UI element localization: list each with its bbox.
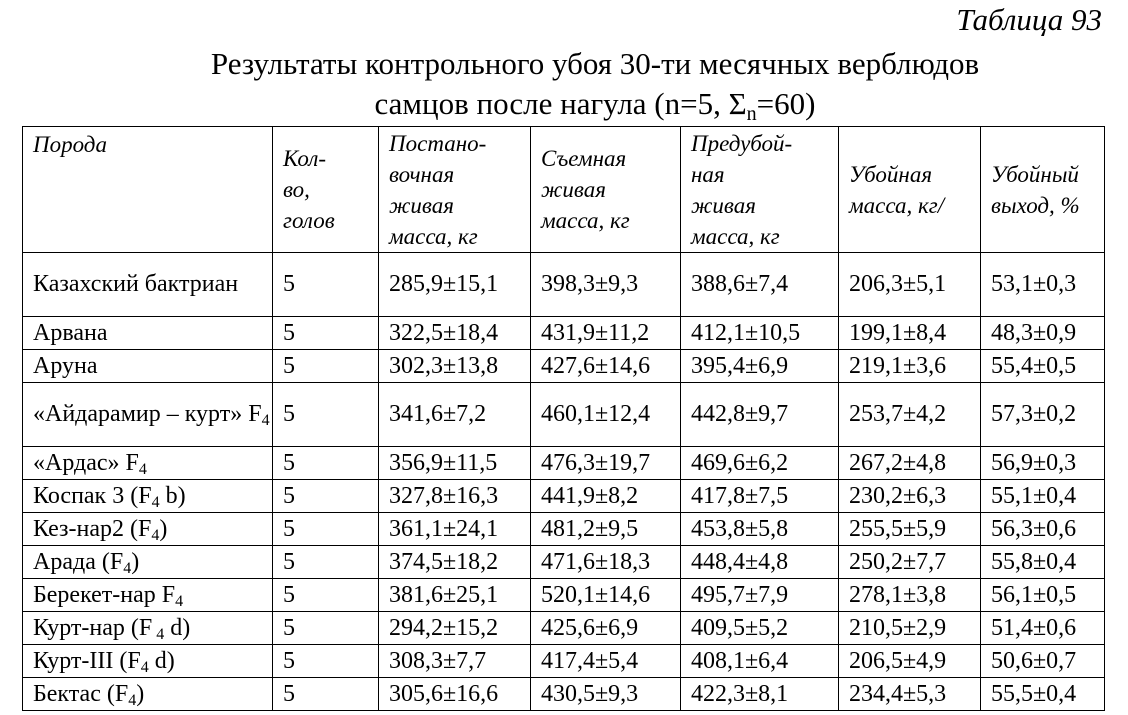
header-line: ная — [691, 161, 725, 187]
count-cell: 5 — [273, 253, 379, 317]
carcass-weight-cell: 267,2±4,8 — [839, 447, 981, 480]
table-row — [23, 317, 1105, 350]
breed-cell — [23, 253, 273, 317]
table-row — [23, 383, 1105, 447]
removed-weight-cell: 476,3±19,7 — [531, 447, 681, 480]
breed-generation-subscript: 4 — [140, 658, 149, 676]
initial-weight-cell: 374,5±18,2 — [379, 546, 531, 579]
breed-name-suffix: b) — [159, 482, 186, 509]
carcass-weight-cell: 219,1±3,6 — [839, 350, 981, 383]
breed-name: «Айдарамир – курт» F — [33, 401, 262, 427]
carcass-weight-cell: 206,3±5,1 — [839, 253, 981, 317]
header-line: масса, кг/ — [849, 192, 945, 218]
breed-cell — [23, 678, 273, 711]
breed-generation-subscript: 4 — [151, 493, 160, 511]
table-number-label: Таблица 93 — [956, 2, 1102, 37]
carcass-weight-cell: 210,5±2,9 — [839, 612, 981, 645]
table-row — [23, 253, 1105, 317]
preslaughter-weight-cell: 442,8±9,7 — [681, 383, 839, 447]
breed-name: «Ардас» F — [33, 449, 139, 476]
breed-generation-subscript: 4 — [152, 625, 165, 643]
carcass-weight-cell: 250,2±7,7 — [839, 546, 981, 579]
count-cell: 5 — [273, 480, 379, 513]
initial-weight-cell: 294,2±15,2 — [379, 612, 531, 645]
header-line: масса, кг — [389, 223, 478, 249]
breed-cell — [23, 350, 273, 383]
breed-name: Коспак 3 (F — [33, 482, 152, 509]
breed-name: Кез-нар2 (F — [33, 515, 152, 542]
carcass-weight-cell: 278,1±3,8 — [839, 579, 981, 612]
slaughter-results-table — [22, 126, 1105, 711]
title-line-2-tail: =60) — [756, 86, 816, 121]
preslaughter-weight-cell: 412,1±10,5 — [681, 317, 839, 350]
table-row — [23, 678, 1105, 711]
breed-cell — [23, 546, 273, 579]
initial-weight-cell: 322,5±18,4 — [379, 317, 531, 350]
breed-name: Берекет-нар F — [33, 581, 176, 608]
count-cell: 5 — [273, 612, 379, 645]
breed-name: Бектас (F — [33, 680, 129, 707]
breed-cell — [23, 612, 273, 645]
slaughter-yield-cell: 55,1±0,4 — [981, 480, 1105, 513]
slaughter-yield-cell: 48,3±0,9 — [981, 317, 1105, 350]
header-line: выход, % — [991, 192, 1080, 218]
breed-generation-subscript: 4 — [151, 526, 160, 544]
header-initial-weight — [379, 127, 531, 253]
breed-generation-subscript: 4 — [123, 559, 132, 577]
table-row — [23, 645, 1105, 678]
table-row — [23, 480, 1105, 513]
header-slaughter-yield — [981, 127, 1105, 253]
breed-name: Курт-III (F — [33, 647, 141, 674]
carcass-weight-cell: 255,5±5,9 — [839, 513, 981, 546]
breed-name-suffix: d) — [164, 614, 191, 641]
count-cell: 5 — [273, 645, 379, 678]
breed-name: Курт-нар (F — [33, 614, 153, 641]
slaughter-yield-cell: 55,4±0,5 — [981, 350, 1105, 383]
header-line: Постано- — [389, 130, 487, 156]
removed-weight-cell: 441,9±8,2 — [531, 480, 681, 513]
removed-weight-cell: 460,1±12,4 — [531, 383, 681, 447]
preslaughter-weight-cell: 417,8±7,5 — [681, 480, 839, 513]
preslaughter-weight-cell: 448,4±4,8 — [681, 546, 839, 579]
breed-cell — [23, 513, 273, 546]
header-line: вочная — [389, 161, 455, 187]
count-cell: 5 — [273, 447, 379, 480]
header-line: Убойная — [849, 161, 933, 187]
header-carcass-weight — [839, 127, 981, 253]
breed-cell — [23, 383, 273, 447]
preslaughter-weight-cell: 408,1±6,4 — [681, 645, 839, 678]
removed-weight-cell: 417,4±5,4 — [531, 645, 681, 678]
breed-generation-subscript: 4 — [138, 460, 147, 478]
table-row — [23, 579, 1105, 612]
table-title-line-2 — [0, 84, 1128, 124]
header-line: живая — [389, 192, 454, 218]
preslaughter-weight-cell: 453,8±5,8 — [681, 513, 839, 546]
slaughter-yield-cell: 53,1±0,3 — [981, 253, 1105, 317]
breed-generation-subscript: 4 — [128, 691, 137, 709]
header-line: голов — [283, 208, 335, 233]
count-cell: 5 — [273, 383, 379, 447]
removed-weight-cell: 398,3±9,3 — [531, 253, 681, 317]
table-row — [23, 447, 1105, 480]
breed-cell — [23, 480, 273, 513]
slaughter-yield-cell: 50,6±0,7 — [981, 645, 1105, 678]
breed-cell — [23, 317, 273, 350]
breed-name-suffix: ) — [131, 548, 140, 575]
header-line: живая — [691, 192, 756, 218]
breed-cell — [23, 579, 273, 612]
header-line: Порода — [33, 132, 107, 157]
slaughter-yield-cell: 56,3±0,6 — [981, 513, 1105, 546]
breed-name: Казахский бактриан — [33, 271, 239, 297]
initial-weight-cell: 305,6±16,6 — [379, 678, 531, 711]
preslaughter-weight-cell: 395,4±6,9 — [681, 350, 839, 383]
header-line: Съемная — [541, 146, 627, 171]
table-row — [23, 513, 1105, 546]
breed-name: Арвана — [33, 319, 108, 346]
carcass-weight-cell: 199,1±8,4 — [839, 317, 981, 350]
breed-name-suffix: d) — [148, 647, 175, 674]
count-cell: 5 — [273, 317, 379, 350]
title-subscript: n — [746, 103, 757, 125]
count-cell: 5 — [273, 546, 379, 579]
carcass-weight-cell: 206,5±4,9 — [839, 645, 981, 678]
slaughter-yield-cell: 55,8±0,4 — [981, 546, 1105, 579]
table-row — [23, 546, 1105, 579]
header-line: масса, кг — [541, 208, 630, 233]
carcass-weight-cell: 253,7±4,2 — [839, 383, 981, 447]
initial-weight-cell: 361,1±24,1 — [379, 513, 531, 546]
initial-weight-cell: 381,6±25,1 — [379, 579, 531, 612]
title-line-2-text: самцов после нагула (n=5, Σ — [374, 86, 747, 121]
removed-weight-cell: 430,5±9,3 — [531, 678, 681, 711]
table-header-row — [23, 127, 1105, 253]
header-line: Предубой- — [691, 130, 793, 156]
breed-name: Арада (F — [33, 548, 124, 575]
header-line: масса, кг — [691, 223, 780, 249]
removed-weight-cell: 425,6±6,9 — [531, 612, 681, 645]
count-cell: 5 — [273, 513, 379, 546]
initial-weight-cell: 356,9±11,5 — [379, 447, 531, 480]
carcass-weight-cell: 230,2±6,3 — [839, 480, 981, 513]
header-line: Кол- — [283, 146, 327, 171]
breed-cell — [23, 447, 273, 480]
breed-name-suffix: ) — [136, 680, 145, 707]
breed-generation-subscript: 4 — [261, 412, 270, 429]
breed-cell — [23, 645, 273, 678]
removed-weight-cell: 471,6±18,3 — [531, 546, 681, 579]
table-row — [23, 350, 1105, 383]
slaughter-yield-cell: 56,1±0,5 — [981, 579, 1105, 612]
count-cell: 5 — [273, 678, 379, 711]
breed-name-suffix: ) — [159, 515, 168, 542]
initial-weight-cell: 327,8±16,3 — [379, 480, 531, 513]
header-line: живая — [541, 177, 606, 202]
preslaughter-weight-cell: 495,7±7,9 — [681, 579, 839, 612]
initial-weight-cell: 308,3±7,7 — [379, 645, 531, 678]
breed-name: Аруна — [33, 352, 98, 379]
initial-weight-cell: 285,9±15,1 — [379, 253, 531, 317]
preslaughter-weight-cell: 409,5±5,2 — [681, 612, 839, 645]
removed-weight-cell: 481,2±9,5 — [531, 513, 681, 546]
slaughter-yield-cell: 57,3±0,2 — [981, 383, 1105, 447]
initial-weight-cell: 302,3±13,8 — [379, 350, 531, 383]
slaughter-yield-cell: 55,5±0,4 — [981, 678, 1105, 711]
breed-generation-subscript: 4 — [175, 592, 184, 610]
header-line: во, — [283, 177, 310, 202]
header-breed — [23, 127, 273, 253]
removed-weight-cell: 431,9±11,2 — [531, 317, 681, 350]
count-cell: 5 — [273, 579, 379, 612]
count-cell: 5 — [273, 350, 379, 383]
slaughter-yield-cell: 51,4±0,6 — [981, 612, 1105, 645]
header-line: Убойный — [991, 161, 1079, 187]
header-preslaughter-weight — [681, 127, 839, 253]
preslaughter-weight-cell: 388,6±7,4 — [681, 253, 839, 317]
preslaughter-weight-cell: 469,6±6,2 — [681, 447, 839, 480]
table-title-line-1: Результаты контрольного убоя 30-ти месячных верблюдов — [210, 46, 980, 81]
initial-weight-cell: 341,6±7,2 — [379, 383, 531, 447]
table-row — [23, 612, 1105, 645]
header-count — [273, 127, 379, 253]
slaughter-yield-cell: 56,9±0,3 — [981, 447, 1105, 480]
removed-weight-cell: 520,1±14,6 — [531, 579, 681, 612]
header-removed-weight — [531, 127, 681, 253]
carcass-weight-cell: 234,4±5,3 — [839, 678, 981, 711]
preslaughter-weight-cell: 422,3±8,1 — [681, 678, 839, 711]
removed-weight-cell: 427,6±14,6 — [531, 350, 681, 383]
